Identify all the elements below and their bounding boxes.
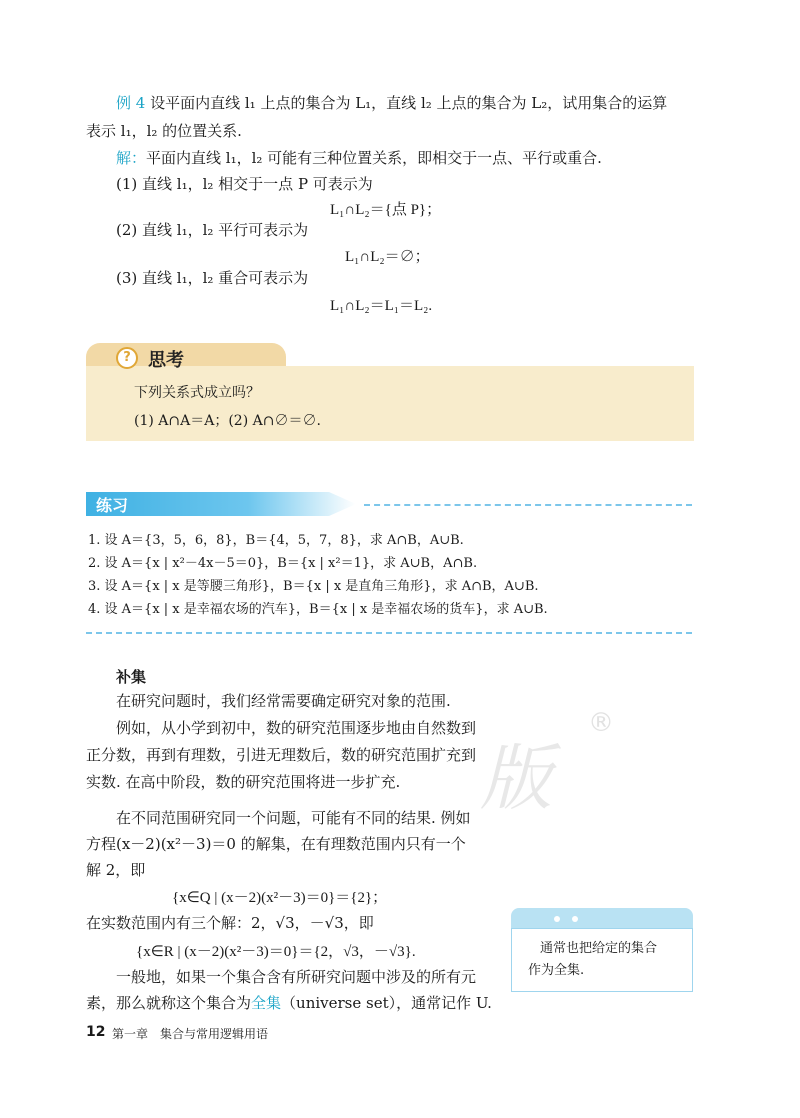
paragraph-1: 在研究问题时，我们经常需要确定研究对象的范围. bbox=[116, 692, 451, 710]
paragraph-5-text: 素，那么就称这个集合为 bbox=[86, 994, 252, 1012]
paragraph-2: 实数. 在高中阶段，数的研究范围将进一步扩充. bbox=[86, 773, 401, 791]
chapter-title: 第一章 集合与常用逻辑用语 bbox=[112, 1027, 269, 1041]
practice-divider-bottom bbox=[86, 632, 692, 634]
think-line-2: (1) A∩A＝A；(2) A∩∅＝∅. bbox=[134, 413, 321, 429]
section-heading: 补集 bbox=[116, 668, 147, 686]
term-universe-set: 全集 bbox=[251, 994, 282, 1012]
paragraph-5-text-end: （universe set），通常记作 U. bbox=[281, 994, 492, 1012]
note-dot-icon bbox=[554, 916, 560, 922]
formula-1: L₁∩L₂＝{点 P}； bbox=[330, 202, 442, 218]
example-label: 例 4 bbox=[116, 94, 146, 112]
formula-real: {x∈R | (x－2)(x²－3)＝0}＝{2，√3，－√3}. bbox=[136, 944, 416, 960]
think-title: 思考 bbox=[148, 350, 184, 371]
case-3: (3) 直线 l₁，l₂ 重合可表示为 bbox=[116, 269, 309, 287]
case-2: (2) 直线 l₁，l₂ 平行可表示为 bbox=[116, 221, 309, 239]
example-text: 设平面内直线 l₁ 上点的集合为 L₁，直线 l₂ 上点的集合为 L₂，试用集合的运算 bbox=[150, 94, 668, 112]
paragraph-2: 例如，从小学到初中，数的研究范围逐步地由自然数到 bbox=[116, 719, 477, 737]
solution-label: 解： bbox=[116, 149, 147, 167]
case-1: (1) 直线 l₁，l₂ 相交于一点 P 可表示为 bbox=[116, 175, 373, 193]
registered-mark: ® bbox=[588, 708, 614, 738]
side-note-box bbox=[511, 928, 693, 992]
paragraph-4: 在实数范围内有三个解：2，√3，－√3，即 bbox=[86, 914, 374, 932]
practice-divider-top bbox=[364, 504, 692, 506]
side-note-line-2: 作为全集. bbox=[528, 963, 585, 978]
paragraph-3: 在不同范围研究同一个问题，可能有不同的结果. 例如 bbox=[116, 809, 471, 827]
page-number: 12 bbox=[86, 1024, 106, 1040]
practice-item: 3. 设 A＝{x | x 是等腰三角形}，B＝{x | x 是直角三角形}，求 A∩B，A∪B. bbox=[88, 579, 539, 594]
think-line-1: 下列关系式成立吗？ bbox=[134, 385, 260, 401]
practice-item: 1. 设 A＝{3，5，6，8}，B＝{4，5，7，8}，求 A∩B，A∪B. bbox=[88, 533, 464, 548]
practice-item: 4. 设 A＝{x | x 是幸福农场的汽车}，B＝{x | x 是幸福农场的货车}，求 A∪B. bbox=[88, 602, 548, 617]
formula-2: L₁∩L₂＝∅； bbox=[345, 249, 430, 265]
paragraph-5 bbox=[86, 992, 492, 1014]
example-line-2: 表示 l₁，l₂ 的位置关系. bbox=[86, 122, 242, 140]
side-note-line-1: 通常也把给定的集合 bbox=[540, 941, 658, 956]
watermark: 版 bbox=[480, 736, 557, 820]
paragraph-2: 正分数，再到有理数，引进无理数后，数的研究范围扩充到 bbox=[86, 746, 477, 764]
solution-line bbox=[116, 147, 602, 169]
question-icon: ? bbox=[116, 347, 138, 369]
side-note-header bbox=[511, 908, 693, 930]
formula-3: L₁∩L₂＝L₁＝L₂. bbox=[330, 298, 433, 314]
paragraph-3: 方程(x－2)(x²－3)＝0 的解集，在有理数范围内只有一个 bbox=[86, 835, 466, 853]
paragraph-5: 一般地，如果一个集合含有所研究问题中涉及的所有元 bbox=[116, 968, 477, 986]
note-dot-icon bbox=[572, 916, 578, 922]
solution-text: 平面内直线 l₁，l₂ 可能有三种位置关系，即相交于一点、平行或重合. bbox=[146, 149, 602, 167]
practice-item: 2. 设 A＝{x | x²－4x－5＝0}，B＝{x | x²＝1}，求 A∪B，A∩B. bbox=[88, 556, 478, 571]
example-line-1 bbox=[116, 92, 667, 114]
paragraph-3: 解 2，即 bbox=[86, 861, 146, 879]
practice-title: 练习 bbox=[96, 496, 129, 515]
formula-rational: {x∈Q | (x－2)(x²－3)＝0}＝{2}； bbox=[172, 890, 388, 906]
